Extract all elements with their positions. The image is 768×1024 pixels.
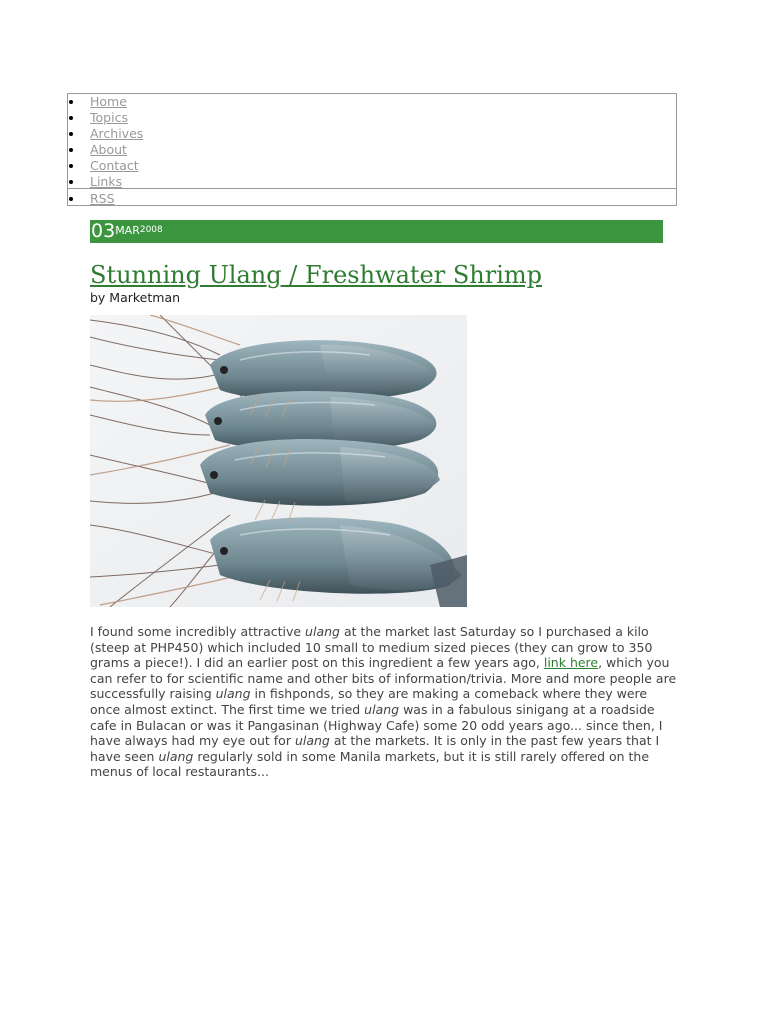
bullet-icon	[69, 116, 73, 120]
nav-item-rss	[68, 191, 188, 207]
body-text: at the market last Saturday so I purchased a kilo (steep at PHP450) which included 10 small to medium sized pieces (they can grow to 350 grams a piece!). I did an earlier post on this ingredient a few years ago,	[90, 624, 653, 671]
body-emphasis: ulang	[158, 748, 194, 764]
nav-link-archives[interactable]: Archives	[90, 126, 144, 141]
post-byline: by Marketman	[90, 290, 181, 305]
bullet-icon	[69, 197, 73, 201]
post-date-month: MAR	[115, 224, 140, 237]
nav-link-links[interactable]: Links	[90, 174, 123, 189]
nav-link-about[interactable]: About	[90, 142, 127, 157]
body-emphasis: ulang	[215, 686, 251, 702]
body-text: was in a fabulous sinigang at a roadside cafe in Bulacan or was it Pangasinan (Highway Cafe) some 20 odd years ago... since then, I have always had my eye out for	[90, 701, 663, 749]
body-emphasis: ulang	[364, 701, 400, 717]
body-text: , which you can refer to for scientific name and other bits of information/trivia. More and more people are successfully raising	[90, 655, 677, 702]
bullet-icon	[69, 100, 73, 104]
body-text: at the markets. It is only in the past few years that I have seen	[90, 733, 660, 764]
bullet-icon	[69, 148, 73, 152]
nav-link-contact[interactable]: Contact	[90, 158, 139, 173]
body-text: in fishponds, so they are making a comeback where they were once almost extinct. The first time we tried	[90, 686, 648, 717]
main-nav	[67, 93, 677, 206]
nav-link-home[interactable]: Home	[90, 94, 127, 109]
post-title[interactable]: Stunning Ulang / Freshwater Shrimp	[90, 261, 543, 289]
bullet-icon	[69, 164, 73, 168]
body-emphasis: ulang	[294, 733, 330, 749]
bullet-icon	[69, 132, 73, 136]
nav-link-topics[interactable]: Topics	[90, 110, 128, 125]
body-emphasis: ulang	[305, 624, 340, 639]
bullet-icon	[69, 180, 73, 184]
post-date-day: 03	[91, 220, 116, 242]
link-here[interactable]: link here	[543, 655, 599, 671]
shrimp-photo	[90, 315, 467, 607]
body-text: I found some incredibly attractive	[90, 624, 306, 639]
body-text: regularly sold in some Manila markets, but it is still rarely offered on the menus of local restaurants...	[90, 748, 650, 780]
post-date-bar	[90, 220, 663, 243]
nav-link-rss[interactable]: RSS	[90, 191, 115, 206]
nav-divider	[68, 188, 676, 189]
post-body	[90, 624, 680, 780]
post-date-year: 2008	[139, 225, 163, 235]
